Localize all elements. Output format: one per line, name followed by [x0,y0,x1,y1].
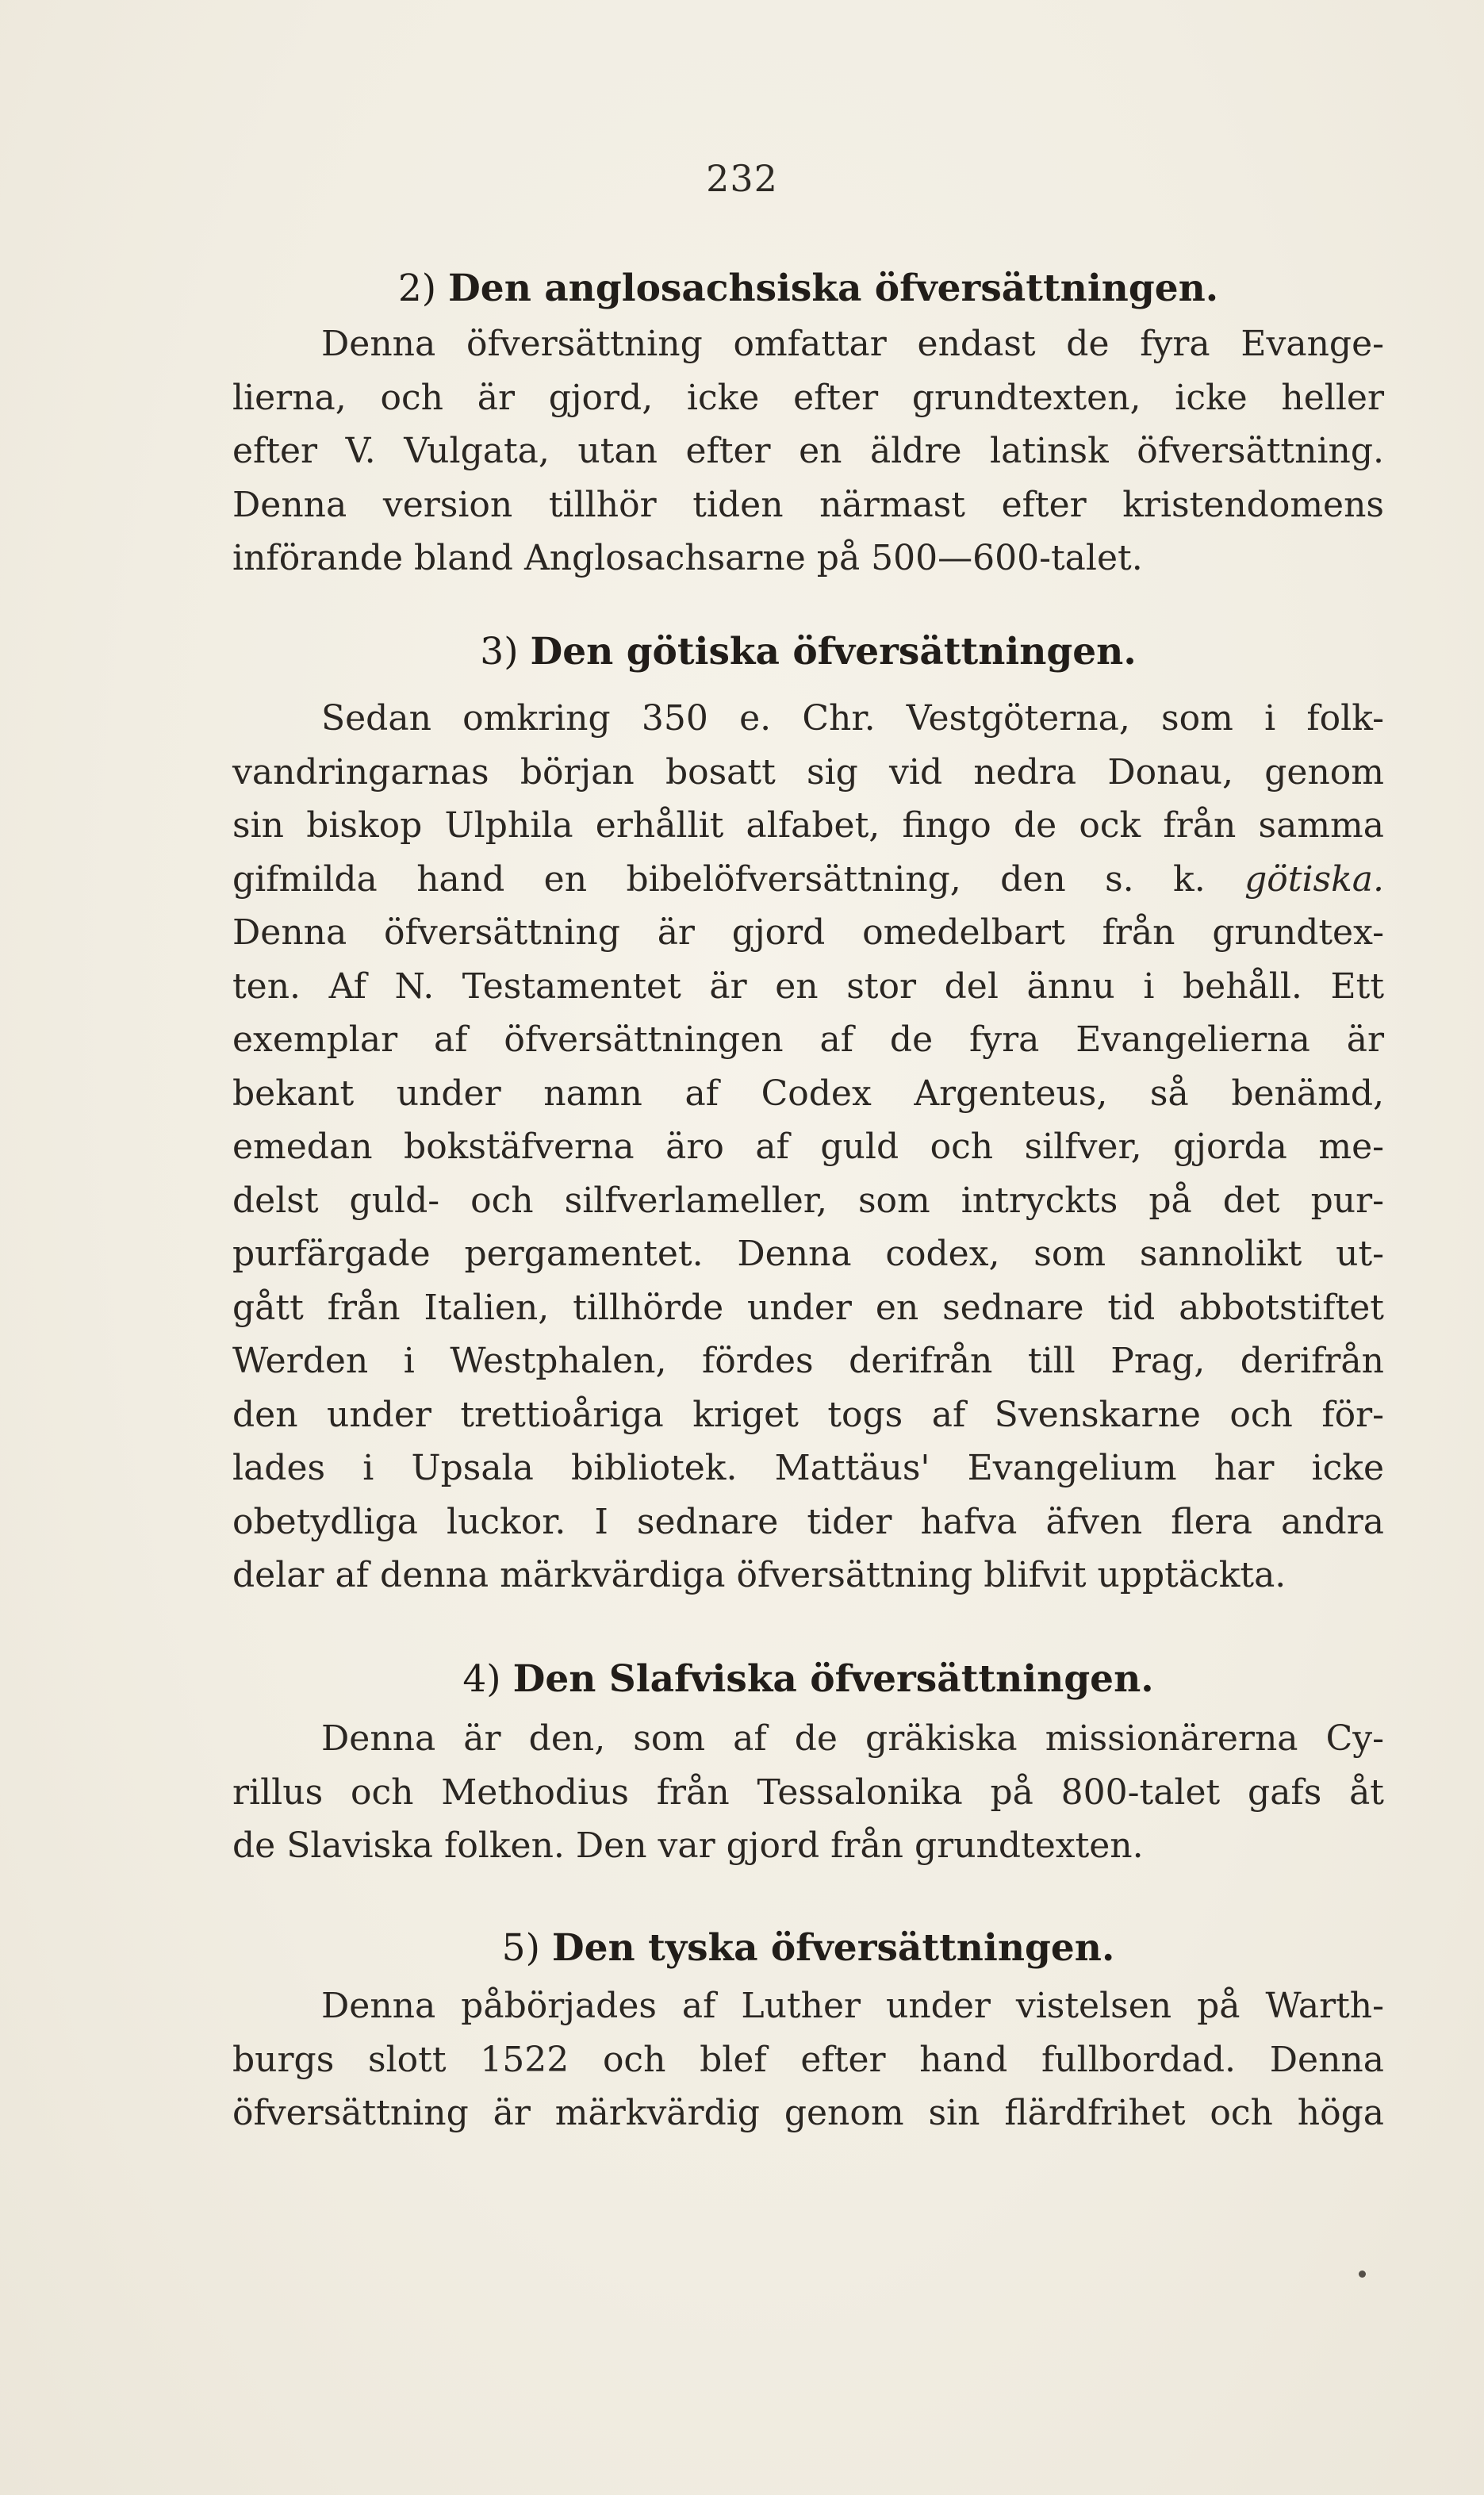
text-line: öfversättning är märkvärdig genom sin flärdfrihet och höga [232,2093,1384,2133]
text-line: ten. Af N. Testamentet är en stor del ännu i behåll. Ett [232,965,1384,1007]
section-heading-gotiska [232,630,1384,674]
paragraph-slafviska [232,1712,1384,1873]
section-title: Den tyska öfversättningen. [551,1926,1115,1970]
text-line: lierna, och är gjord, icke efter grundtexten, icke heller [232,377,1384,418]
text-line: Denna öfversättning omfattar endast de fyra Evange- [321,324,1384,364]
text-line: lades i Upsala bibliotek. Mattäus' Evangelium har icke [232,1448,1384,1488]
text-line: Denna är den, som af de gräkiska missionärerna Cy- [321,1718,1384,1759]
text-line: sin biskop Ulphila erhållit alfabet, fingo de ock från samma [232,805,1384,846]
text-line: Denna påbörjades af Luther under vistelsen på Warth- [321,1986,1384,2026]
section-number: 5) [501,1926,540,1970]
text-line: Denna version tillhör tiden närmast efter kristendomens [232,484,1384,525]
text-line: burgs slott 1522 och blef efter hand fullbordad. Denna [232,2039,1384,2080]
paragraph-anglosachsiska [232,317,1384,585]
ink-speck [1359,2270,1366,2278]
section-title: Den götiska öfversättningen. [530,630,1137,674]
text-line: obetydliga luckor. I sednare tider hafva äfven flera andra [232,1501,1384,1542]
text-line: införande bland Anglosachsarne på 500—600-talet. [232,538,1143,578]
section-title: Den Slafviska öfversättningen. [512,1657,1154,1701]
section-heading-anglosachsiska [232,267,1384,310]
text-line-with-italic [232,853,1384,907]
text-line: emedan bokstäfverna äro af guld och silfver, gjorda me- [232,1127,1384,1167]
text-line: bekant under namn af Codex Argenteus, så benämd, [232,1073,1384,1114]
text-line: Denna öfversättning är gjord omedelbart från grundtex- [232,912,1384,953]
text-line: purfärgade pergamentet. Denna codex, som sannolikt ut- [232,1234,1384,1274]
text-line: Werden i Westphalen, fördes derifrån till Prag, derifrån [232,1341,1384,1381]
section-number: 4) [462,1657,501,1701]
text-line: Sedan omkring 350 e. Chr. Vestgöterna, som i folk- [321,698,1384,739]
paragraph-tyska [232,1979,1384,2140]
text-line: den under trettioåriga kriget togs af Svenskarne och för- [232,1394,1384,1435]
text-line: vandringarnas början bosatt sig vid nedra Donau, genom [232,751,1384,793]
text-line: delst guld- och silfverlameller, som intryckts på det pur- [232,1180,1384,1221]
text-line: de Slaviska folken. Den var gjord från grundtexten. [232,1825,1144,1866]
text-line: efter V. Vulgata, utan efter en äldre latinsk öfversättning. [232,431,1384,471]
section-number: 2) [397,267,437,310]
section-title: Den anglosachsiska öfversättningen. [448,267,1219,310]
text-fragment: gifmilda hand en bibelöfversättning, den s. k. [232,858,1206,900]
section-heading-tyska [232,1926,1384,1970]
text-line: gått från Italien, tillhörde under en sednare tid abbotstiftet [232,1287,1384,1328]
text-line: rillus och Methodius från Tessalonika på 800-talet gafs åt [232,1771,1384,1813]
text-line: exemplar af öfversättningen af de fyra Evangelierna är [232,1019,1384,1060]
italic-word: götiska. [1244,858,1384,900]
page-number: 232 [706,157,778,200]
paragraph-gotiska [232,692,1384,1603]
section-number: 3) [480,630,519,674]
text-line: delar af denna märkvärdiga öfversättning blifvit upptäckta. [232,1555,1287,1595]
section-heading-slafviska [232,1657,1384,1701]
